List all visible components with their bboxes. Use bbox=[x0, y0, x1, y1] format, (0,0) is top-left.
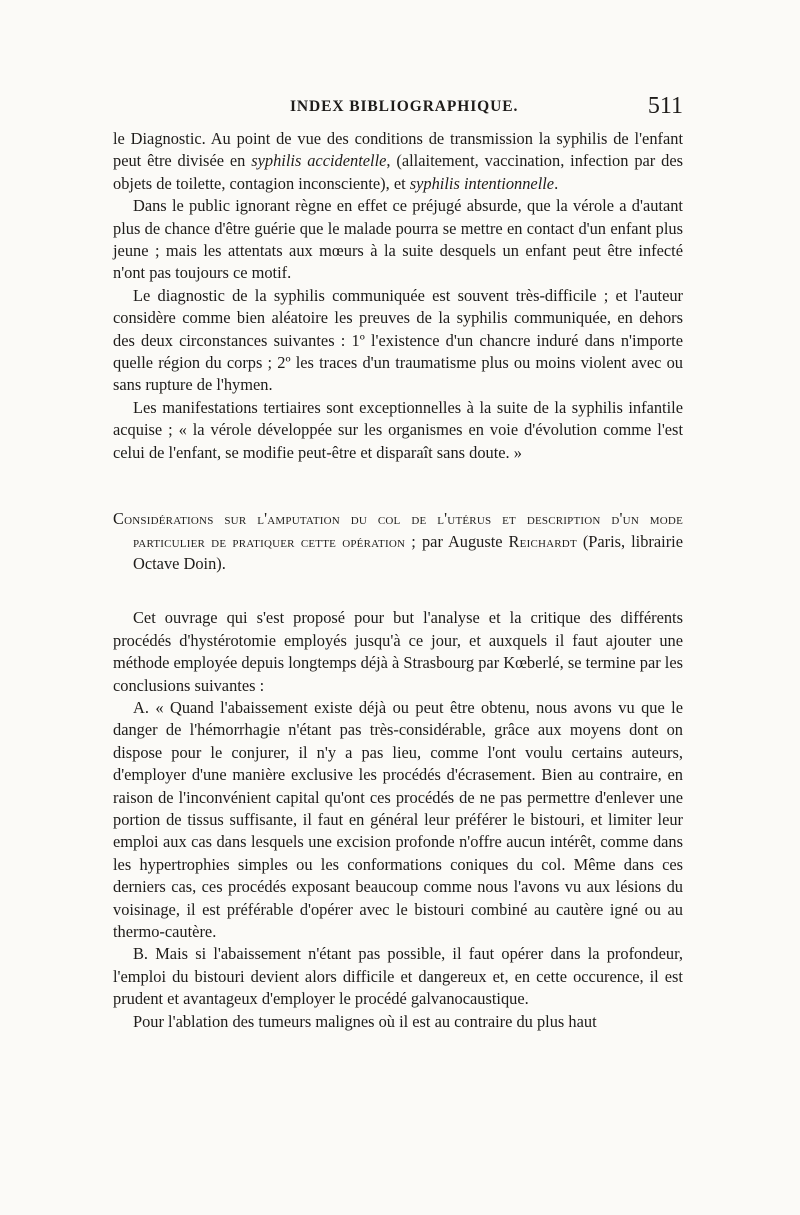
paragraph-1-text-a: le Diagnostic. Au point de vue des conditions de transmission la syphilis de l'enfant peut être divisée en bbox=[113, 129, 683, 171]
paragraph-1 bbox=[113, 128, 683, 195]
paragraph-2: Dans le public ignorant règne en effet ce préjugé absurde, que la vérole a d'autant plus de chance d'être guérie que le malade pourra se mettre en contact d'un enfant plus jeune ; mais les attentats aux mœurs à la suite desquels un enfant peut être infecté n'ont pas toujours ce motif. bbox=[113, 196, 683, 283]
section-spacer bbox=[113, 464, 683, 508]
paragraph-6: A. « Quand l'abaissement existe déjà ou peut être obtenu, nous avons vu que le danger de l'hémorrhagie n'étant pas très-considérable, grâce aux moyens dont on dispose pour le conjurer, il n'y a pas lieu, comme l'ont voulu certains auteurs, d'employer d'une manière exclusive les procédés d'écrasement. Bien au contraire, en raison de l'inconvénient capital qu'ont ces procédés de ne pas permettre d'enlever une portion de tissus suffisante, il faut en général leur préférer le bistouri, et limiter leur emploi aux cas dans lesquels une excision profonde n'offre aucun intérêt, comme dans les hypertrophies simples ou les conformations coniques du col. Même dans ces derniers cas, ces procédés exposant beaucoup comme nous l'avons vu aux lésions du voisinage, il est préférable d'opérer avec le bistouri combiné au cautère igné ou au thermo-cautère. bbox=[113, 697, 683, 941]
section-title-heading: Considérations sur l'amputation du col de l'utérus et description d'un mode particulier de pratiquer cette opération ; bbox=[113, 509, 683, 551]
paragraph-8: Pour l'ablation des tumeurs malignes où il est au contraire du plus haut bbox=[133, 1011, 597, 1031]
paragraph-7: B. Mais si l'abaissement n'étant pas possible, il faut opérer dans la profondeur, l'emploi du bistouri devient alors difficile et dangereux et, en cette occurence, il est prudent et avantageux d'employer le procédé galvanocaustique. bbox=[113, 944, 683, 1009]
section-title-by: par Auguste bbox=[416, 531, 509, 551]
paragraph-1-text-b: , (allaitement, vaccination, infection par des objets de toilette, contagion inconsciente), et bbox=[113, 151, 683, 193]
section-author: Reichardt bbox=[508, 531, 577, 551]
section-publisher: (Paris, librairie Octave Doin). bbox=[133, 531, 683, 573]
emphasis-syphilis-intentionnelle: syphilis intentionnelle bbox=[409, 173, 555, 193]
running-header bbox=[113, 93, 683, 128]
body-text bbox=[113, 128, 683, 1033]
paragraph-3: Le diagnostic de la syphilis communiquée est souvent très-difficile ; et l'auteur considère comme bien aléatoire les preuves de la syphilis communiquée, en dehors des deux circonstances suivantes : 1º l'existence d'un chancre induré dans n'importe quelle région du corps ; 2º les traces d'un traumatisme plus ou moins violent avec ou sans rupture de l'hymen. bbox=[113, 285, 683, 395]
emphasis-syphilis-accidentelle: syphilis accidentelle bbox=[251, 151, 387, 171]
paragraph-4: Les manifestations tertiaires sont exceptionnelles à la suite de la syphilis infantile acquise ; « la vérole développée sur les organismes en voie d'évolution comme l'est celui de l'enfant, se modifie peut-être et disparaît sans doute. » bbox=[113, 397, 683, 462]
title-spacer bbox=[113, 575, 683, 607]
section-title bbox=[113, 508, 683, 575]
paragraph-1-text-c: . bbox=[554, 173, 559, 193]
page-number: 511 bbox=[647, 93, 683, 119]
header-title: INDEX BIBLIOGRAPHIQUE. bbox=[290, 98, 519, 115]
paragraph-5: Cet ouvrage qui s'est proposé pour but l'analyse et la critique des différents procédés d'hystérotomie employés jusqu'à ce jour, et auxquels il faut ajouter une méthode employée depuis longtemps déjà à Strasbourg par Kœberlé, se termine par les conclusions suivantes : bbox=[113, 608, 684, 695]
